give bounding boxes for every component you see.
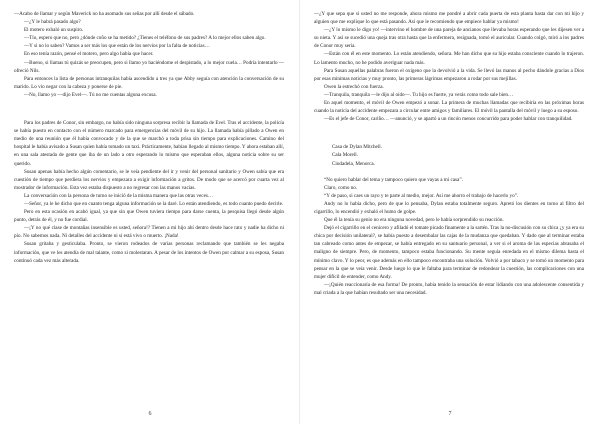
paragraph: Que él la tenía su genio no era ninguna novedad, pero le había sorprendido su reacción. [324,217,504,224]
paragraph: —¿Y lo mismo le digo yo! —intervino el hombre de una pareja de ancianos que llevaba horas esperando que les dijesen ver a su nieta. Y así se sucedió una queja tras otra hasta que la enfermera, resignada, tomó el auricular. Cuando colgó, miró a los padres de Conor muy seria. [314,27,584,50]
right-page-text [314,10,584,297]
paragraph: Claro, como no. [324,184,358,191]
paragraph: Susan gritaba y gesticulaba. Pronto, se vieron rodeados de varias personas reclamando que también se les negaba información, que ve les atendía de mal talante, como si molestaran. A pesar de los intentos de Owen por calmar a su esposa, Susan continuó cada vez más alterada. [14,241,284,264]
paragraph: Andy no lo había dicho, pero de que lo pensaba, Dylan estaba totalmente seguro. Apretó los dientes en torno al filtro del cigarrillo, lo encendió y exhaló el humo de golpe. [314,200,584,215]
paragraph: Dejó el cigarrillo en el cenicero y afiladó el tomate picado finamente a la sartén. Tras la no-discusión con su chica ¿y ya era su chica por decisión unilateral?, se había puesto a desembalar las cajas de la mudanza que quedaban. Y dado que al terminar estaba tan cabreado como antes de empezar, se había entregado en su santuario personal, a ver si el aroma de las especias abrasaba el maligno de siempre. Pero, de momento, tampoco estaba funcionando. Su mente seguía enredada en el mismo dilema hasta el mínimo clavo. Y lo peor, es que además en ello tampoco encontraba una solución. Volvió a por tabaco y se tomó un momento para pensar en la que se veía venir. Desde luego lo que le faltaba para terminar de redondear la cuestión, las complicaciones con una mujer difícil de entender, como Andy. [314,225,584,280]
paragraph: En aquel momento, el móvil de Owen empezó a sonar. La primera de muchas llamadas que recibiría en las próximas horas cuando la noticia del accidente empezara a circular entre amigos y familiares. El móvil la pantalla del móvil y luego a su esposo. [314,100,584,115]
section-break [14,99,284,119]
left-page-text [14,10,284,265]
paragraph: “Y de paso, si caes un rayo y te parte al medio, mejor. Así me ahorro el trabajo de hacerlo yo”. [324,192,519,199]
paragraph: —¡Y no qué clase de montañas insensible es usted, señora!? Tienen a mi hijo ahí dentro desde hace rato y nadie ha dicho ni pío. No sabemos nada. Ni detalles del accidente ni si está vivo o muerto. ¡Nada! [14,225,284,240]
paragraph: Para entonces la lista de personas intranquilas había ascendido a tres ya que Abby seguía con atención la conversación de su marido. Lo vio negar con la cabeza y ponerse de pie. [14,75,284,90]
paragraph: —Acabo de llamar y según Maverick no ha asomado sus señas por allí desde el sábado. [14,11,195,17]
paragraph: Pero en esta ocasión en acabó igual, ya que sin que Owen tuviera tiempo para darse cuenta, la pesquisa llegó desde algún punto, detrás de él, y no fue cordial. [14,209,284,224]
spacer [314,168,584,176]
location-line: Casa de Dylan Mitchell. [332,144,382,151]
page-number: 6 [148,411,152,417]
page-number: 7 [448,411,452,417]
paragraph: —Están con él en este momento. Lo están atendiendo, señora. Me han dicho que su hijo estaba consciente cuando lo trajeron. Lo lamento mucho, no he podido averiguar nada más. [314,51,584,66]
paragraph: —Y si no lo saben? Vamos a ser más los que están de los nervios por la falta de noticias… [24,43,210,50]
paragraph: Para Susan aquellas palabras fueron el oxígeno que la devolvió a la vida. Se llevó las manos al pecho dándole gracias a Dios por esas mínimas noticias y muy pronto, las primeras lágrimas empezaron a rodar por sus mejillas. [314,67,584,82]
paragraph: —¿Y que sepa que si usted no me responde, ahora mismo me pondré a abrir cada puerta de esta planta hasta dar con mi hijo y alguien que me explique lo que está pasando. Así que le recomiendo que empiece hablar ya mismo! [314,11,584,26]
right-page [300,0,600,424]
paragraph: Owen la estrechó con fuerza. [324,83,384,90]
paragraph: —¿Y le habrá pasado algo? [24,19,81,26]
location-heading [332,143,584,167]
paragraph: Susan apenas había hecho algún comentario, se le veía pendiente del ir y venir del personal sanitario y Owen sabía que era cuestión de tiempo que perdiera los nervios y empezara a exigir información a gritos. De modo que se acercó por cuarta vez al mostrador de información. Esta vez estaba dispuesto a no regresar con las manos vacías. [14,168,284,191]
section-break [314,123,584,143]
paragraph: “No quiero hablar del tema y tampoco quiero que vayas a mi casa”. [324,176,463,183]
paragraph: —Es el jefe de Conor, cariño… —anunció, y se apartó a un rincón menos concurrido para poder hablar con tranquilidad. [324,116,573,123]
paragraph: —Tío, espero que no, pero ¿dónde coño se ha metido? ¿Tienes el teléfono de sus padres? A lo mejor ellos saben algo. [24,35,266,42]
paragraph: —Señor, ya le he dicho que en cuanto tenga alguna información se la daré. Lo están atendiendo, es todo cuanto puedo decirle. [24,200,284,207]
paragraph: —¡Quién reaccionaría de esa forma! De pronto, había tenido la sensación de estar lidiando con una adolescente consentida y mal criada a la que habían resultado ser una necesidad. [314,281,584,296]
paragraph: —Tranquila, tranquila —le dijo al oído—. Tu hijo es fuerte, ya verás como todo sale bien… [324,91,514,98]
paragraph: La conversación con la persona de turno se inició de la misma manera que las otras veces… [24,192,213,199]
paragraph: En eso tenía razón, pensé el motero, pero algo había que hacer. [24,51,154,58]
paragraph: El motero exhaló un suspiro. [24,27,84,34]
location-line: Cala Morell. [332,152,358,159]
location-line: Ciudadela, Menorca. [332,160,375,167]
paragraph: —Bueno, si llamas tú quizás se preocupen, pero si llamo yo haciéndome el despistado, a lo mejor cuela… Podría intentarlo —ofreció Nils. [14,59,284,74]
paragraph: —No, llamo yo —dijo Evel—. Tú no me cuentas alguna excusa. [24,91,157,98]
paragraph: Para los padres de Conor, sin embargo, no había sido ninguna sorpresa recibir la llamada de Evel. Tras el accidente, la policía se había puesto en contacto con el número marcado para emergencias del móvil de su hijo. La llamada había pillado a Owen en medio de una reunión que él había convocado y de la que se marchó a toda prisa sin tiempo para explicaciones. Camino del hospital le había avisado a Susan quien había tomado un taxi. Prácticamente, habían llegado al mismo tiempo. Y ahora estaban allí, en una sala atestada de gente que iba de un lado a otro esperando lo mismo que esperaban ellos, alguna noticia sobre su ser querido. [14,120,284,167]
